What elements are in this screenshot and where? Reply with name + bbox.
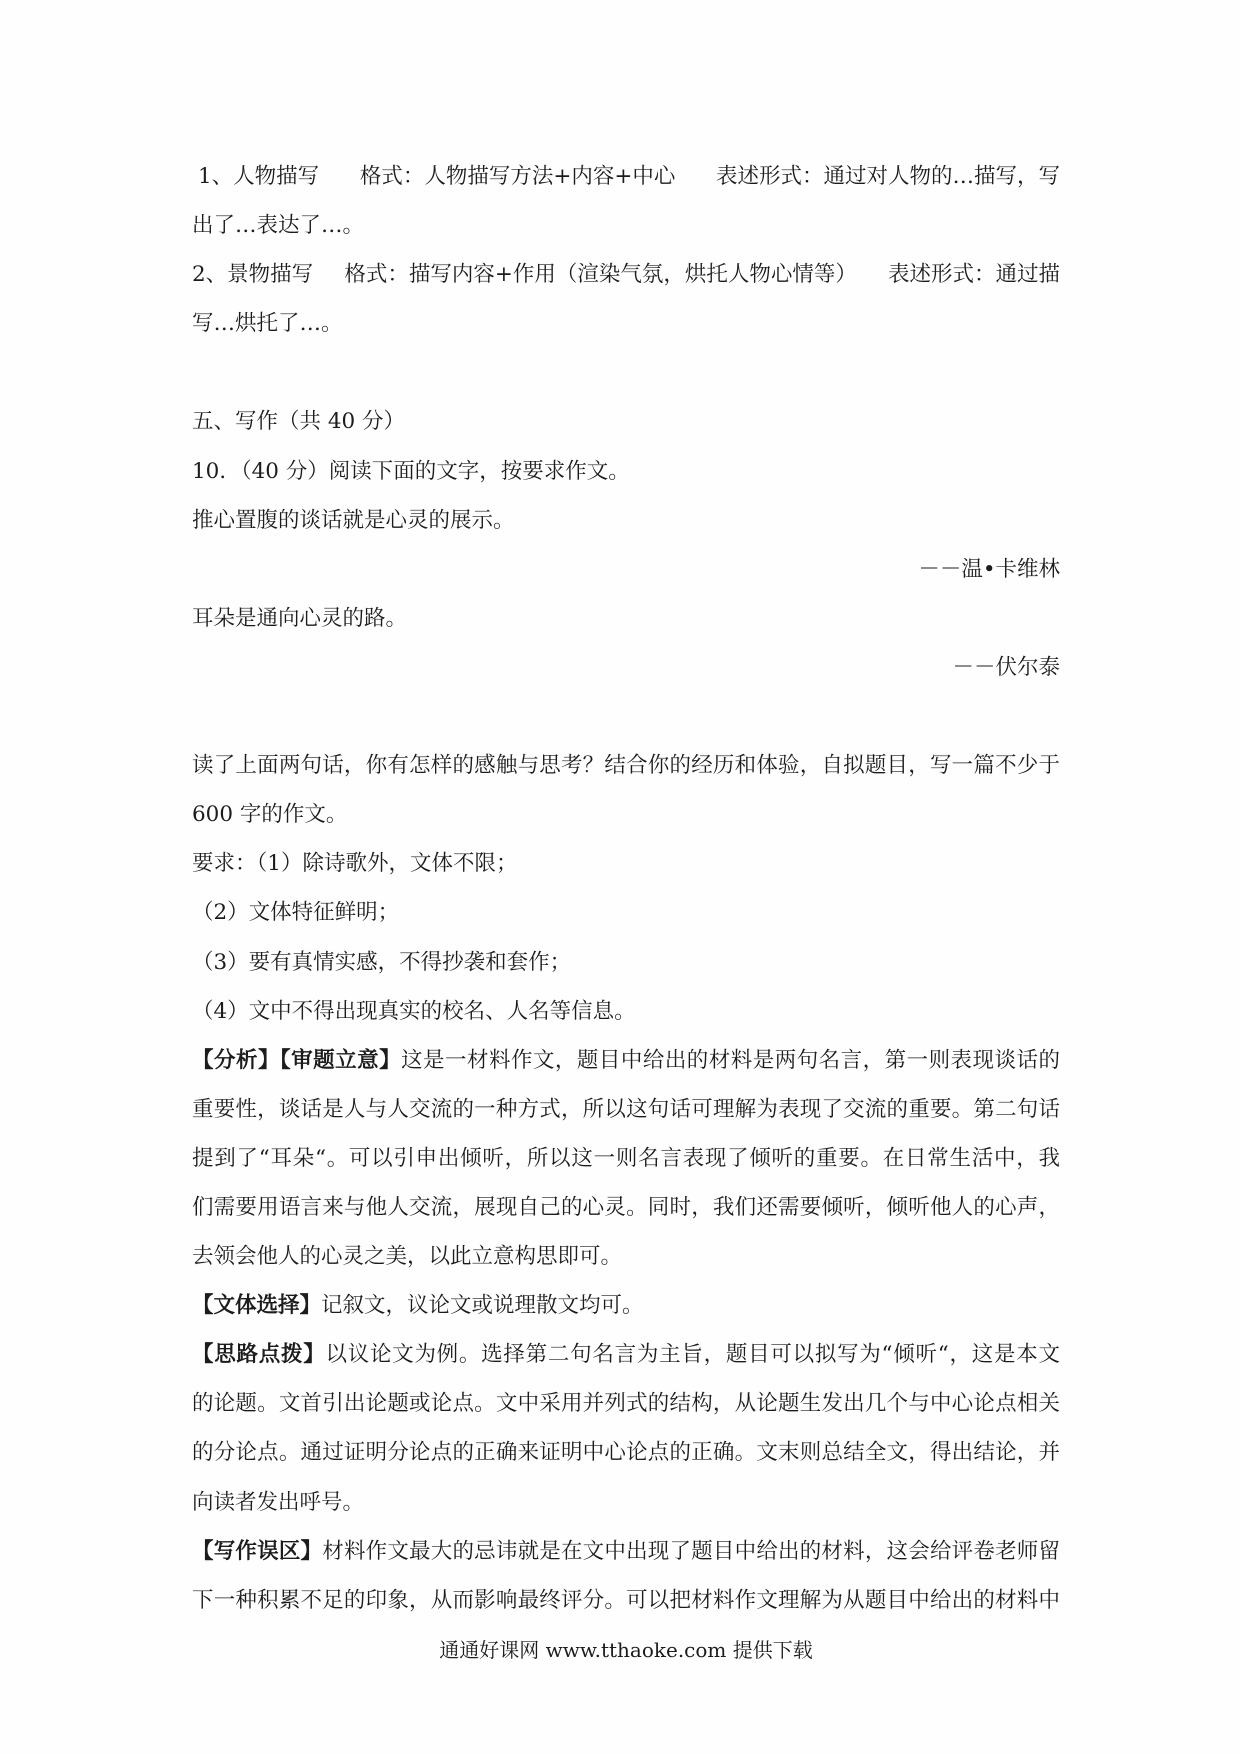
approach-line: 向读者发出呼号。 (192, 1489, 365, 1515)
requirement-item: （3）要有真情实感，不得抄袭和套作； (192, 949, 572, 975)
pitfalls-line: 下一种积累不足的印象，从而影响最终评分。可以把材料作文理解为从题目中给出的材料中 (192, 1587, 1060, 1613)
analysis-line: 们需要用语言来与他人交流，展现自己的心灵。同时，我们还需要倾听，倾听他人的心声， (192, 1194, 1060, 1220)
analysis-line (192, 1036, 1060, 1085)
tip-format: 格式：描写内容+作用（渲染气氛，烘托人物心情等） (344, 262, 857, 288)
question-stem: 10．（40 分）阅读下面的文字，按要求作文。 (192, 458, 630, 484)
quote-author: －－温•卡维林 (918, 556, 1060, 582)
quote-author: －－伏尔泰 (952, 654, 1060, 680)
approach-text: 以议论文为例。选择第二句名言为主旨，题目可以拟写为“倾听“，这是本文 (325, 1342, 1060, 1368)
tip-expression: 表述形式：通过描 (887, 262, 1060, 288)
requirements-label: 要求： (192, 851, 257, 877)
tip-expression-continuation: 出了…表达了…。 (192, 213, 365, 239)
scenery-description-tip (192, 250, 1060, 299)
character-description-tip (192, 152, 1060, 201)
approach-line: 的分论点。通过证明分论点的正确来证明中心论点的正确。文末则总结全文，得出结论，并 (192, 1440, 1060, 1466)
quote-text: 耳朵是通向心灵的路。 (192, 605, 408, 631)
genre-choice-label: 【文体选择】 (192, 1293, 322, 1319)
genre-choice-text: 记叙文，议论文或说理散文均可。 (321, 1293, 644, 1319)
approach-line: 的论题。文首引出论题或论点。文中采用并列式的结构，从论题生发出几个与中心论点相关 (192, 1391, 1060, 1417)
requirement-item: （2）文体特征鲜明； (192, 900, 400, 926)
page-footer: 通通好课网 www.tthaoke.com 提供下载 (439, 1638, 813, 1662)
analysis-text: 这是一材料作文，题目中给出的材料是两句名言，第一则表现谈话的 (401, 1047, 1060, 1073)
writing-prompt-line: 600 字的作文。 (192, 802, 348, 828)
requirement-text: （1）除诗歌外，文体不限； (256, 851, 518, 877)
tip-format: 格式：人物描写方法+内容+中心 (359, 164, 676, 189)
pitfalls-label: 【写作误区】 (192, 1538, 323, 1564)
approach-line (192, 1330, 1060, 1379)
tip-expression-continuation: 写…烘托了…。 (192, 311, 343, 337)
genre-choice-line (192, 1281, 1060, 1330)
topic-review-label: 【审题立意】 (279, 1047, 402, 1073)
tip-expression: 表述形式：通过对人物的…描写，写 (715, 164, 1060, 189)
tip-label: 1、人物描写 (198, 164, 320, 189)
pitfalls-text: 材料作文最大的忌讳就是在文中出现了题目中给出的材料，这会给评卷老师留 (322, 1538, 1060, 1564)
spacer (192, 348, 1060, 397)
requirement-item (192, 839, 1060, 888)
analysis-line: 重要性，谈话是人与人交流的一种方式，所以这句话可理解为表现了交流的重要。第二句话 (192, 1096, 1060, 1122)
requirement-item: （4）文中不得出现真实的校名、人名等信息。 (192, 998, 636, 1024)
writing-prompt-line: 读了上面两句话，你有怎样的感触与思考？结合你的经历和体验，自拟题目，写一篇不少于 (192, 753, 1060, 779)
spacer (192, 692, 1060, 741)
section-heading: 五、写作（共 40 分） (192, 409, 406, 435)
analysis-label: 【分析】 (192, 1047, 280, 1073)
pitfalls-line (192, 1527, 1060, 1576)
page-content (192, 152, 1060, 1625)
analysis-line: 去领会他人的心灵之美，以此立意构思即可。 (192, 1244, 623, 1270)
tip-label: 2、景物描写 (192, 262, 314, 288)
quote-text: 推心置腹的谈话就是心灵的展示。 (192, 507, 515, 533)
analysis-line: 提到了“耳朵“。可以引申出倾听，所以这一则名言表现了倾听的重要。在日常生活中，我 (192, 1145, 1060, 1171)
approach-label: 【思路点拨】 (192, 1342, 326, 1368)
